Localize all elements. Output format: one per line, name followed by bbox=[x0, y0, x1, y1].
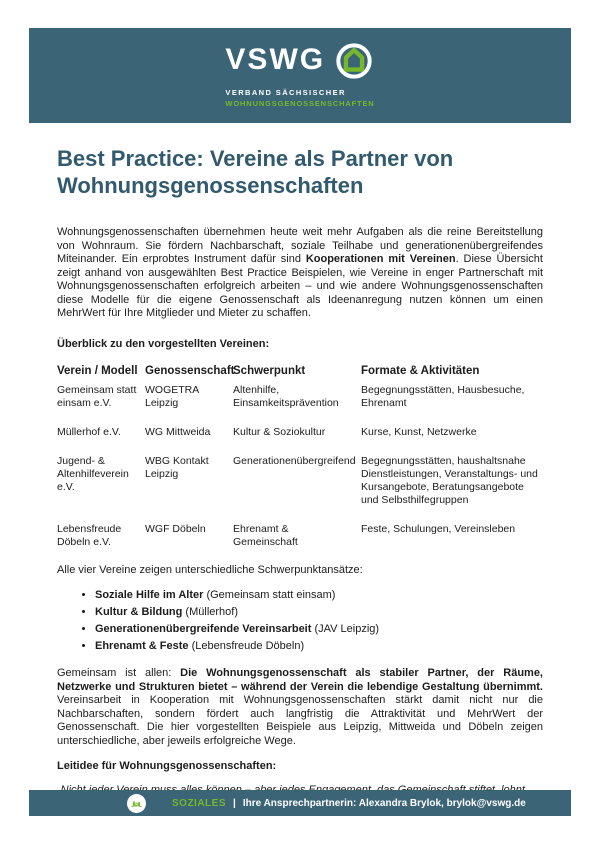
intro-text-post: . Diese Übersicht zeigt anhand von ausgewählten Best Practice Beispielen, wie Vereine in enger Partnerschaft mit Wohnungsgenossenschaften erfolgreich arbeiten – und wie andere Wohnungsgenossenschaften diese Modelle für die eigene Genossenschaft als Ideenanregung nutzen können um einen MehrWert für Ihre Mitglieder und Mieter zu schaffen. bbox=[57, 253, 543, 319]
list-item bbox=[95, 604, 543, 621]
conclusion-paragraph bbox=[57, 667, 543, 748]
cell-verein: Lebensfreude Döbeln e.V. bbox=[57, 522, 122, 548]
logo-subtitle-verband: VERBAND SÄCHSISCHER bbox=[225, 87, 346, 97]
schwerpunkt-intro-line: Alle vier Vereine zeigen unterschiedliche Schwerpunktansätze: bbox=[57, 563, 363, 576]
list-item-bold: Generationenübergreifende Vereinsarbeit bbox=[95, 623, 312, 635]
conclusion-text-bold: Die Wohnungsgenossenschaft als stabiler Partner, der Räume, Netzwerke und Strukturen bietet – während der Verein die lebendige Gestaltung übernimmt. bbox=[57, 667, 543, 693]
table-row bbox=[57, 426, 543, 439]
table-row bbox=[57, 523, 543, 549]
cell-formate: Begegnungsstätten, Hausbesuche, Ehrenamt bbox=[361, 383, 525, 409]
cell-formate: Feste, Schulungen, Vereinsleben bbox=[361, 522, 516, 535]
footer-contact-text: Ihre Ansprechpartnerin: Alexandra Brylok, brylok@vswg.de bbox=[242, 797, 526, 809]
cell-schwerpunkt: Altenhilfe, Einsamkeitsprävention bbox=[233, 383, 339, 409]
cell-schwerpunkt: Generationenübergreifend bbox=[233, 454, 356, 467]
cell-genossenschaft: WG Mittweida bbox=[145, 425, 211, 438]
schwerpunkt-list bbox=[57, 587, 543, 655]
page-title: Best Practice: Vereine als Partner von Wohnungsgenossenschaften bbox=[57, 146, 454, 198]
cell-genossenschaft: WGF Döbeln bbox=[145, 522, 206, 535]
footer-department-label: SOZIALES bbox=[172, 797, 227, 809]
conclusion-text-post: Vereinsarbeit in Kooperation mit Wohnungsgenossenschaften stärkt damit nicht nur die Nachbarschaften, sondern fördert auch langfristig die Attraktivität und MehrWert der Genossenschaft. Die hier vorgestellten Beispiele aus Leipzig, Mittweida und Döbeln zeigen unterschiedliche, aber jeweils erfolgreiche Wege. bbox=[57, 694, 543, 747]
list-item-rest: (Gemeinsam statt einsam) bbox=[203, 589, 336, 601]
intro-text-pre: Wohnungsgenossenschaften übernehmen heute weit mehr Aufgaben als die reine Bereitstellung von Wohnraum. Sie fördern Nachbarschaft, soziale Teilhabe und generationenübergreifendes Miteinander. Ein erprobtes Instrument dafür sind bbox=[57, 226, 543, 265]
list-item-rest: (Müllerhof) bbox=[182, 606, 238, 618]
list-item-rest: (JAV Leipzig) bbox=[311, 623, 380, 635]
header-banner bbox=[29, 28, 571, 123]
vereine-table bbox=[57, 364, 543, 549]
cell-genossenschaft: WBG Kontakt Leipzig bbox=[145, 454, 209, 480]
list-item bbox=[95, 638, 543, 655]
vswg-logo bbox=[225, 44, 374, 108]
cell-schwerpunkt: Ehrenamt & Gemeinschaft bbox=[233, 522, 298, 548]
table-row bbox=[57, 384, 543, 410]
house-in-circle-icon bbox=[335, 42, 373, 85]
logo-subtitle-wohnungsgenossenschaften: WOHNUNGSGENOSSENSCHAFTEN bbox=[225, 98, 375, 108]
table-row bbox=[57, 455, 543, 507]
col-header-genossenschaft: Genossenschaft bbox=[145, 364, 235, 377]
logo-acronym: VSWG bbox=[225, 42, 326, 76]
logo-row bbox=[225, 44, 374, 85]
table-header-row bbox=[57, 364, 543, 378]
col-header-verein: Verein / Modell bbox=[57, 364, 138, 377]
list-item-bold: Ehrenamt & Feste bbox=[95, 640, 189, 652]
cell-schwerpunkt: Kultur & Soziokultur bbox=[233, 425, 326, 438]
intro-text-bold: Kooperationen mit Vereinen bbox=[305, 253, 456, 265]
list-item bbox=[95, 587, 543, 604]
list-item-rest: (Lebensfreude Döbeln) bbox=[188, 640, 305, 652]
cell-verein: Müllerhof e.V. bbox=[57, 425, 121, 438]
intro-paragraph bbox=[57, 226, 543, 321]
footer-separator: | bbox=[233, 797, 236, 809]
cell-formate: Begegnungsstätten, haushaltsnahe Dienstleistungen, Veranstaltungs- und Kursangebote, Beratungsangebote und Selbsthilfegruppen bbox=[361, 454, 538, 506]
cell-verein: Jugend- & Altenhilfeverein e.V. bbox=[57, 454, 129, 493]
document-body bbox=[57, 123, 543, 811]
list-item-bold: Kultur & Bildung bbox=[95, 606, 183, 618]
conclusion-text-pre: Gemeinsam ist allen: bbox=[57, 667, 181, 679]
leitidee-heading: Leitidee für Wohnungsgenossenschaften: bbox=[57, 760, 277, 772]
list-item-bold: Soziale Hilfe im Alter bbox=[95, 589, 204, 601]
cell-verein: Gemeinsam statt einsam e.V. bbox=[57, 383, 137, 409]
list-item bbox=[95, 621, 543, 638]
footer-banner bbox=[29, 790, 571, 816]
soziales-icon bbox=[127, 794, 146, 813]
cell-genossenschaft: WOGETRA Leipzig bbox=[145, 383, 199, 409]
overview-heading: Überblick zu den vorgestellten Vereinen: bbox=[57, 337, 270, 350]
col-header-formate: Formate & Aktivitäten bbox=[361, 364, 480, 377]
col-header-schwerpunkt: Schwerpunkt bbox=[233, 364, 306, 377]
cell-formate: Kurse, Kunst, Netzwerke bbox=[361, 425, 477, 438]
